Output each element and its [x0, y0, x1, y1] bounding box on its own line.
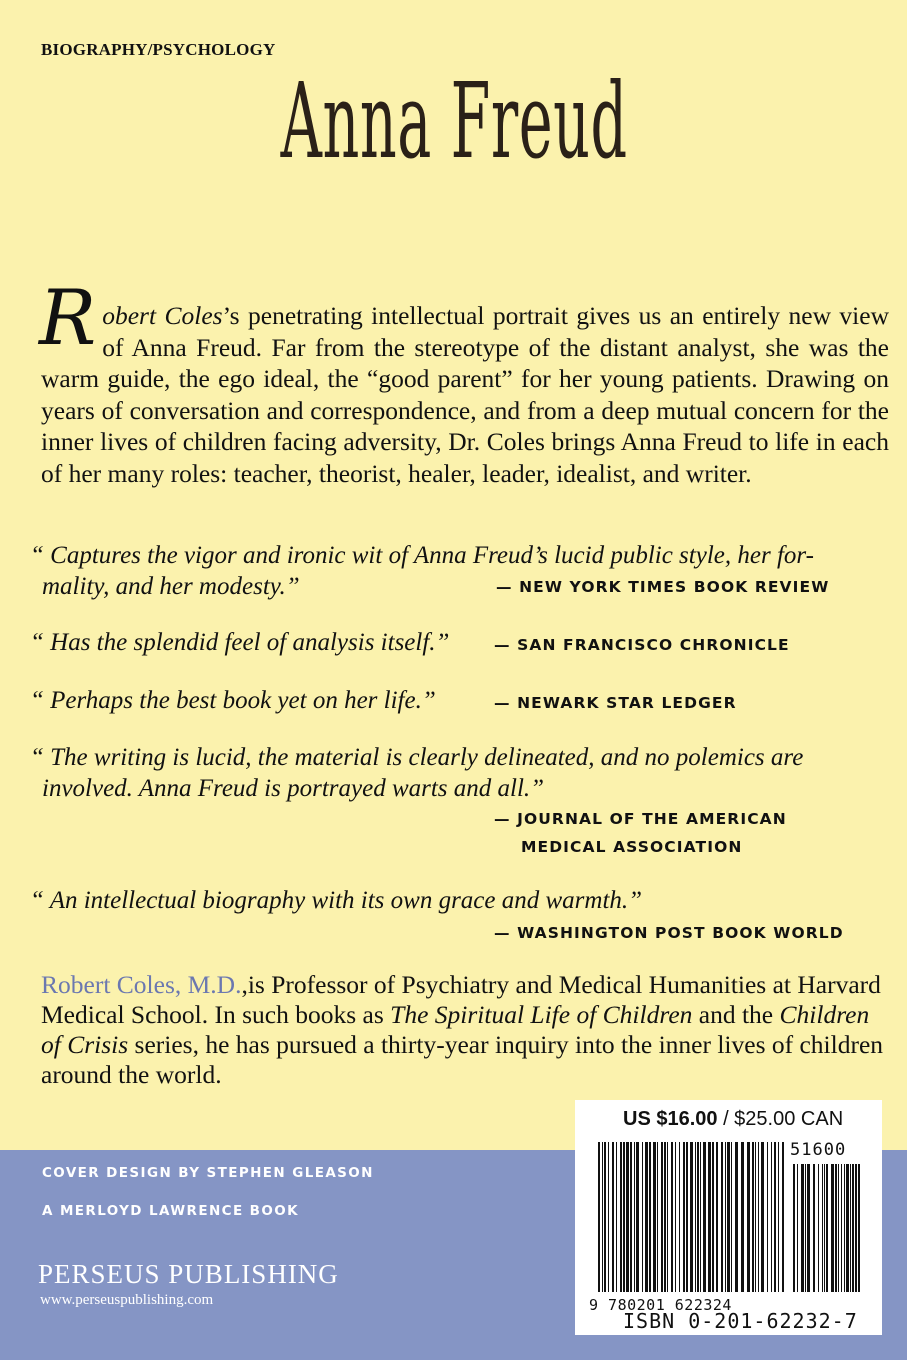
barcode-bar [818, 1164, 819, 1292]
publisher-name: PERSEUS PUBLISHING [38, 1259, 339, 1289]
barcode-bar [858, 1164, 860, 1292]
barcode-bar [774, 1142, 776, 1292]
barcode-bar [767, 1142, 768, 1292]
barcode-bar [703, 1142, 706, 1292]
barcode-icon [598, 1142, 868, 1302]
barcode-bar [835, 1164, 837, 1292]
cover-design-credit: COVER DESIGN BY STEPHEN GLEASON [42, 1165, 374, 1181]
barcode-bar [608, 1142, 609, 1292]
barcode-bar [801, 1164, 804, 1292]
quote-source: — NEW YORK TIMES BOOK REVIEW [496, 578, 830, 596]
isbn-number: ISBN 0-201-62232-7 [623, 1309, 858, 1333]
barcode-bar [758, 1142, 759, 1292]
quote-line: “ Captures the vigor and ironic wit of Anna Freud’s lucid public style, her for- [30, 542, 814, 569]
barcode-bar [649, 1142, 651, 1292]
barcode-bar [636, 1142, 639, 1292]
drop-cap: R [39, 273, 97, 362]
intro-text: ’s penetrating intellectual portrait gives us an entirely new view of Anna Freud. Far from the stereotype of the distant analyst, she was the warm guide, the ego ideal, the “good parent” for her young patients. Drawing on years of conversation and correspondence, and from a deep mutual concern for the inner lives of children facing adversity, Dr. Coles brings Anna Freud to life in each of her many roles: teacher, theorist, healer, leader, idealist, and writer. [41, 301, 889, 488]
barcode-box [575, 1100, 882, 1335]
book-title-spiritual-life: The Spiritual Life of Children [390, 1000, 693, 1029]
barcode-bar [712, 1142, 714, 1292]
barcode-bar [782, 1142, 784, 1292]
barcode-bar [846, 1164, 849, 1292]
barcode-bar [598, 1142, 600, 1292]
barcode-bar [807, 1164, 810, 1292]
quote-newark [30, 685, 436, 716]
barcode-bar [620, 1142, 622, 1292]
barcode-bar [826, 1164, 828, 1292]
barcode-bar [755, 1142, 756, 1292]
barcode-bar [653, 1142, 656, 1292]
barcode-bar [852, 1164, 854, 1292]
quote-line: “ The writing is lucid, the material is clearly delineated, and no polemics are [30, 744, 804, 771]
barcode-bar [626, 1142, 629, 1292]
barcode-addon: 51600 [790, 1140, 847, 1160]
barcode-bar [741, 1142, 744, 1292]
barcode-bar [604, 1142, 606, 1292]
barcode-bar [690, 1142, 693, 1292]
quote-source: — NEWARK STAR LEDGER [494, 694, 737, 712]
barcode-bar [771, 1142, 772, 1292]
quote-line: “ Perhaps the best book yet on her life.” [30, 687, 436, 714]
barcode-bar [634, 1142, 635, 1292]
barcode-bar [793, 1164, 795, 1292]
barcode-bar [813, 1164, 815, 1292]
barcode-bar [831, 1164, 834, 1292]
barcode-bar [822, 1164, 823, 1292]
barcode-bar [664, 1142, 666, 1292]
book-title: Anna Freud [280, 60, 628, 182]
barcode-bar [838, 1164, 839, 1292]
quote-source: — SAN FRANCISCO CHRONICLE [494, 636, 790, 654]
barcode-bar [752, 1142, 754, 1292]
barcode-bar [725, 1142, 726, 1292]
barcode-ean: 9 780201 622324 [589, 1296, 732, 1314]
barcode-bar [642, 1142, 643, 1292]
barcode-bar [675, 1142, 676, 1292]
barcode-bar [671, 1142, 673, 1292]
barcode-bar [824, 1164, 825, 1292]
quote-source: — WASHINGTON POST BOOK WORLD [494, 924, 844, 942]
bio-author-name: Robert Coles, M.D. [41, 970, 242, 999]
barcode-bar [855, 1164, 857, 1292]
quote-line: mality, and her modesty.” [42, 573, 300, 600]
barcode-bar [805, 1164, 806, 1292]
barcode-bar [697, 1142, 699, 1292]
barcode-bar [844, 1164, 845, 1292]
barcode-bar [716, 1142, 718, 1292]
bio-text: ,is Professor of Psychiatry and Medical Humanities at Harvard Medical School. In such books as [41, 970, 881, 1029]
barcode-bar [623, 1142, 625, 1292]
barcode-bar [602, 1142, 603, 1292]
barcode-bar [747, 1142, 750, 1292]
publisher-website: www.perseuspublishing.com [40, 1292, 214, 1308]
barcode-bar [695, 1142, 696, 1292]
barcode-bar [683, 1142, 685, 1292]
barcode-bar [721, 1142, 723, 1292]
barcode-bar [630, 1142, 632, 1292]
bio-text: and the [692, 1000, 780, 1029]
author-name-script: obert Coles [102, 301, 223, 330]
book-title-children-of-crisis: Children of Crisis [41, 1000, 870, 1059]
barcode-bar [735, 1142, 738, 1292]
barcode-bar [727, 1142, 730, 1292]
barcode-bar [700, 1142, 701, 1292]
quote-line: involved. Anna Freud is portrayed warts and all.” [42, 775, 545, 802]
barcode-bar [661, 1142, 663, 1292]
barcode-bar [667, 1142, 668, 1292]
quote-source: — JOURNAL OF THE AMERICAN [494, 810, 787, 828]
barcode-bar [708, 1142, 711, 1292]
barcode-bar [686, 1142, 688, 1292]
price-us: US $16.00 [623, 1108, 718, 1130]
imprint-credit: A MERLOYD LAWRENCE BOOK [42, 1203, 299, 1219]
barcode-bar [657, 1142, 658, 1292]
barcode-bar [679, 1142, 680, 1292]
barcode-bar [616, 1142, 617, 1292]
intro-paragraph [39, 273, 889, 489]
barcode-bar [841, 1164, 842, 1292]
barcode-bar [645, 1142, 648, 1292]
category-label: BIOGRAPHY/PSYCHOLOGY [41, 40, 276, 59]
barcode-bar [797, 1164, 798, 1292]
quote-line: “ Has the splendid feel of analysis itself.” [30, 629, 450, 656]
barcode-bar [850, 1164, 851, 1292]
barcode-bar [778, 1142, 779, 1292]
barcode-bar [731, 1142, 732, 1292]
author-bio [41, 970, 889, 1090]
quote-sf-chronicle [30, 627, 449, 658]
price-label [623, 1108, 843, 1131]
bio-text: series, he has pursued a thirty-year inquiry into the inner lives of children around the world. [41, 1030, 884, 1089]
quote-line: “ An intellectual biography with its own grace and warmth.” [30, 887, 643, 914]
price-can: / $25.00 CAN [717, 1108, 844, 1130]
barcode-bar [612, 1142, 614, 1292]
barcode-bar [761, 1142, 764, 1292]
quote-jama [30, 742, 890, 804]
quote-source: MEDICAL ASSOCIATION [521, 838, 743, 856]
quote-washington-post [30, 885, 642, 916]
